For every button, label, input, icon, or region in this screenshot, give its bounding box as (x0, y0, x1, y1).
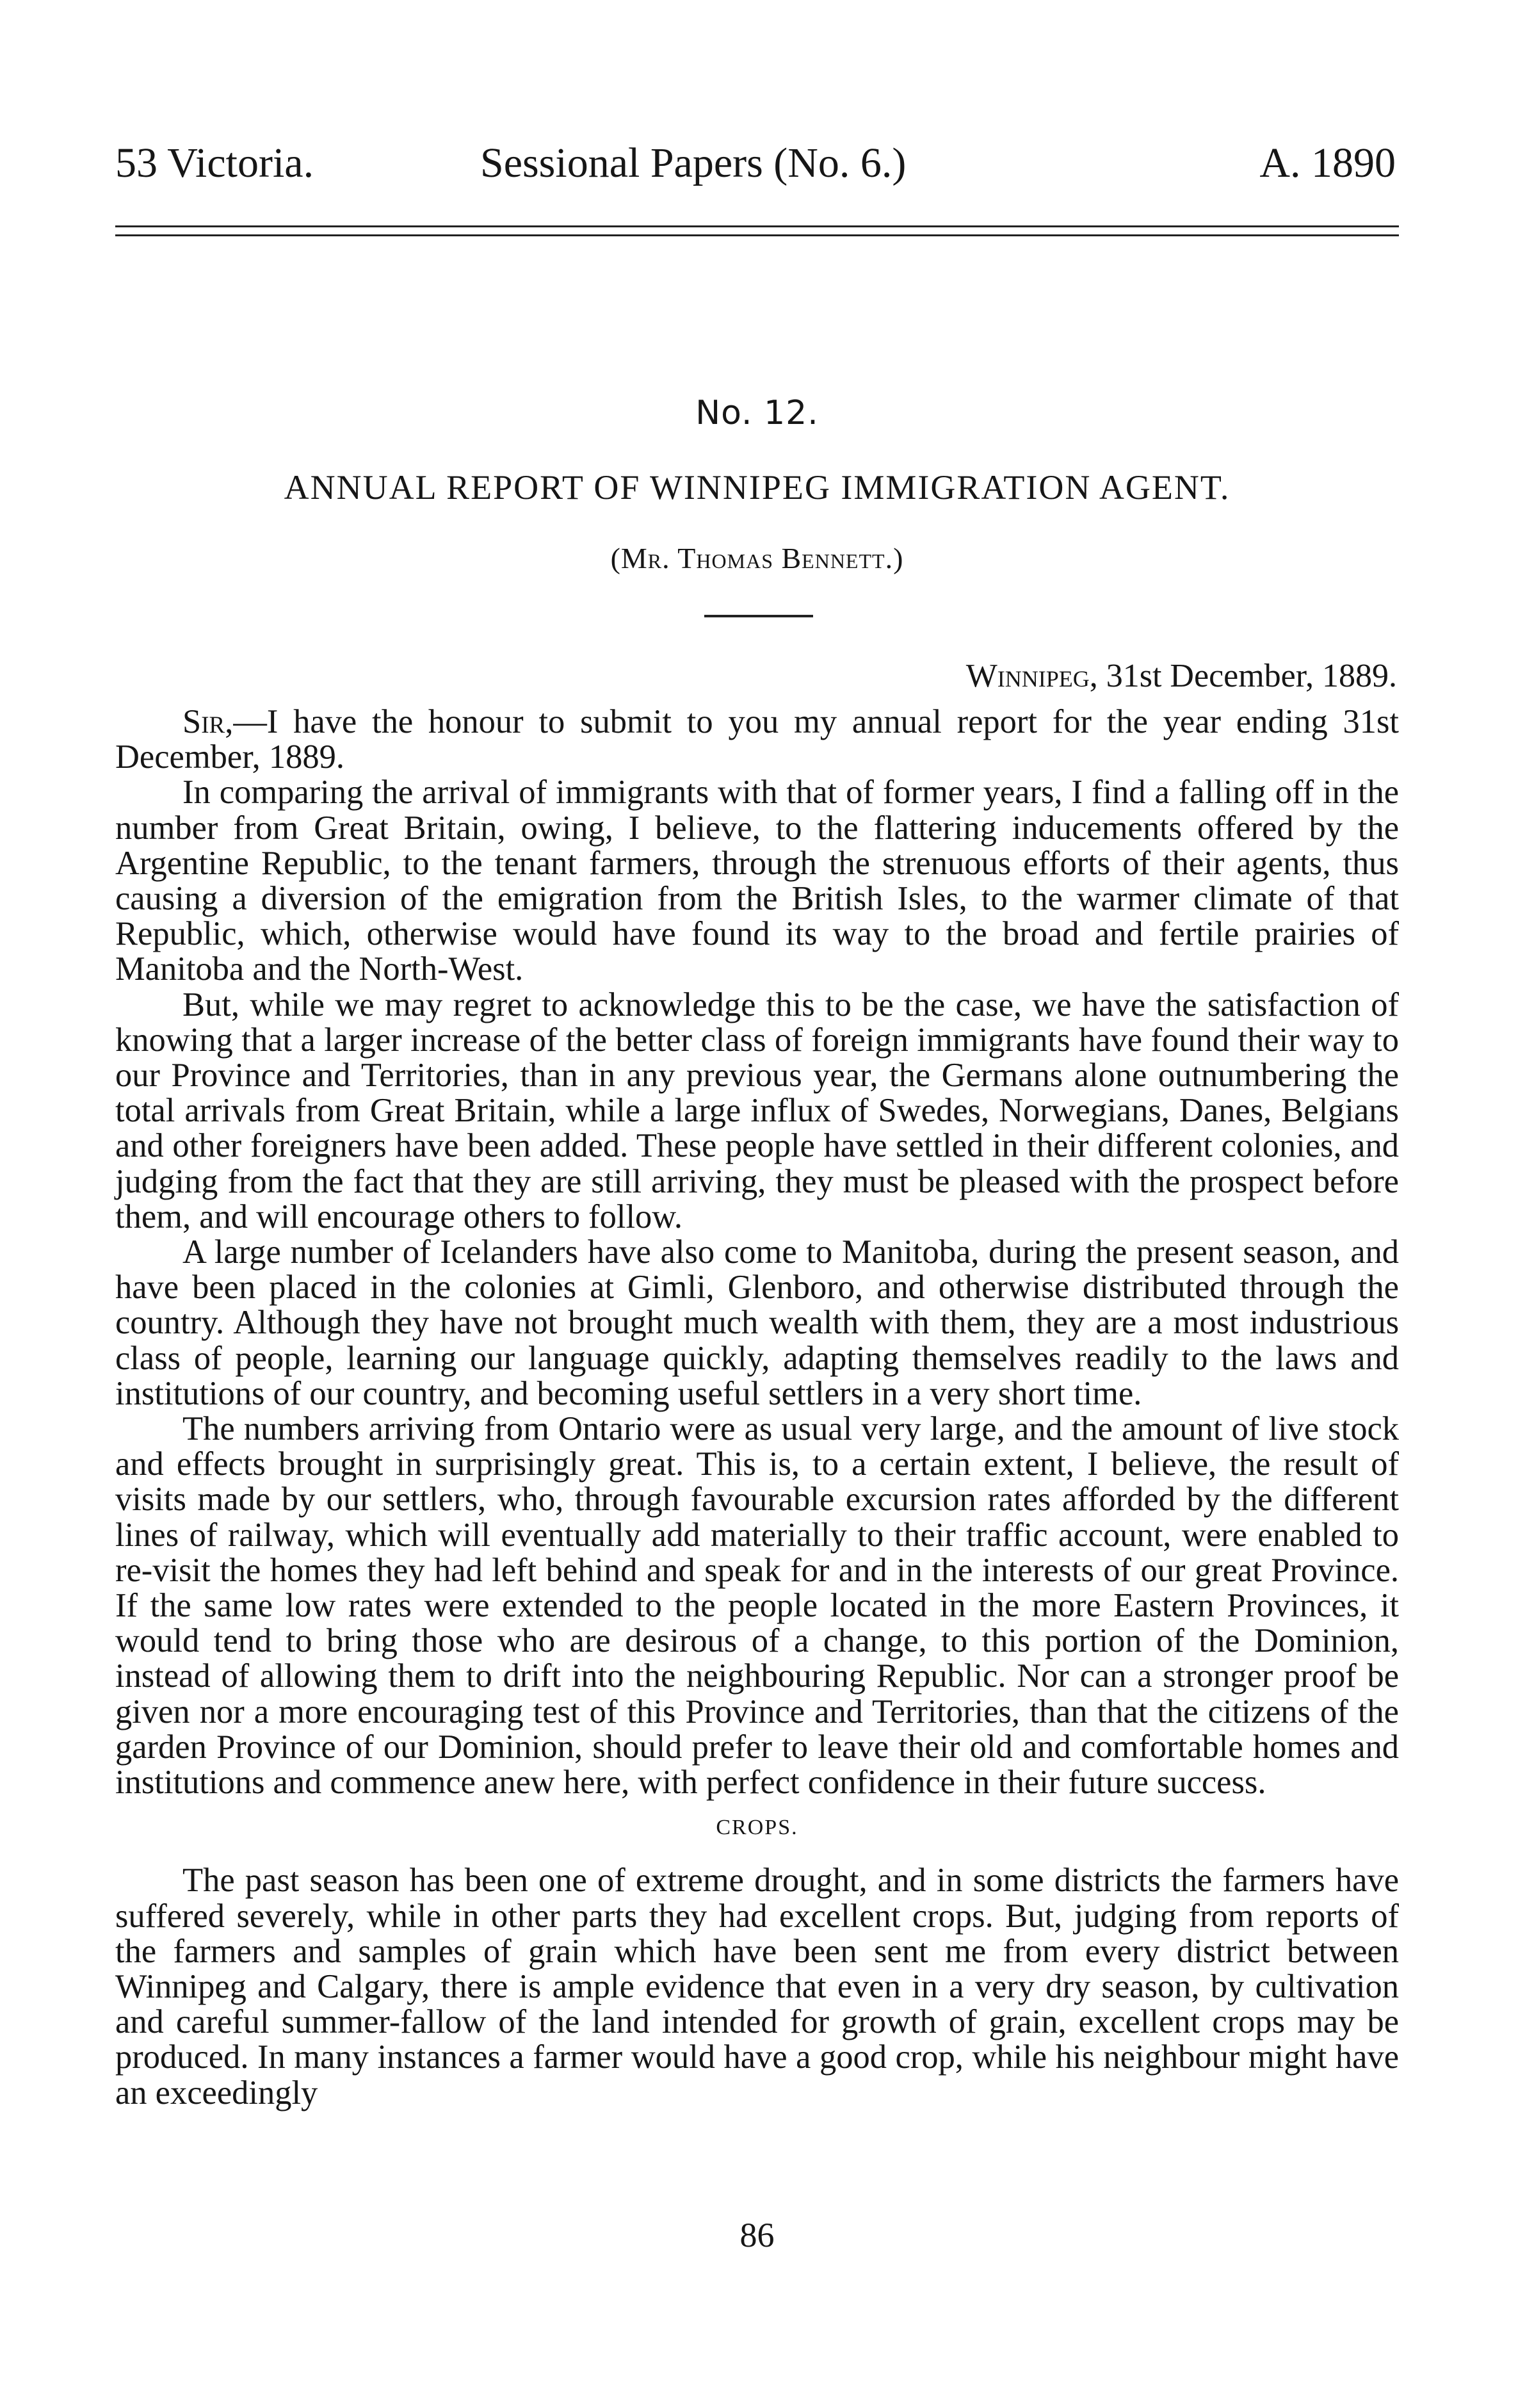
dateline (966, 653, 1397, 699)
header-rule-bottom (115, 234, 1399, 236)
paragraph-foreign-immigrants: But, while we may regret to acknowledge this to be the case, we have the satisfaction of knowing that a larger increase of the better class of foreign immigrants have found their way to our Province and Territories, than in any previous year, the Germans alone outnumbering the total arrivals from Great Britain, while a large influx of Swedes, Norwegians, Danes, Belgians and other foreigners have been added. These people have settled in their different colonies, and judging from the fact that they are still arriving, they must be pleased with the prospect before them, and will encourage others to follow. (115, 986, 1399, 1235)
salutation-text: —I have the honour to submit to you my annual report for the year ending 31st December, 1889. (115, 703, 1399, 776)
dateline-place: Winnipeg, (965, 658, 1098, 694)
report-body (115, 704, 1399, 2111)
paragraph-salutation (115, 704, 1399, 775)
running-header (115, 134, 1396, 192)
paragraph-crops: The past season has been one of extreme drought, and in some districts the farmers have suffered severely, while in other parts they had excellent crops. But, judging from reports of the farmers and samples of grain which have been sent me from every district between Winnipeg and Calgary, there is ample evidence that even in a very dry season, by cultivation and careful summer-fallow of the land intended for growth of grain, excellent crops may be produced. In many instances a farmer would have a good crop, while his neighbour might have an exceedingly (115, 1862, 1399, 2111)
section-heading-crops: CROPS. (716, 1816, 798, 1840)
header-year: A. 1890 (1259, 140, 1396, 186)
salutation: Sir, (182, 703, 234, 740)
header-rule-top (115, 225, 1399, 227)
paragraph-immigration-comparison: In comparing the arrival of immigrants with that of former years, I find a falling off in the number from Great Britain, owing, I believe, to the flattering inducements offered by the Argentine Republic, to the tenant farmers, through the strenuous efforts of their agents, thus causing a diversion of the emigration from the British Isles, to the warmer climate of that Republic, which, otherwise would have found its way to the broad and fertile prairies of Manitoba and the North-West. (115, 774, 1399, 988)
paragraph-icelanders: A large number of Icelanders have also come to Manitoba, during the present season, and have been placed in the colonies at Gimli, Glenboro, and otherwise distributed through the country. Although they have not brought much wealth with them, they are a most industrious class of people, learning our language quickly, adapting themselves readily to the laws and institutions of our country, and becoming useful settlers in a very short time. (115, 1233, 1399, 1412)
dateline-date: 31st December, 1889. (1106, 658, 1397, 694)
title-divider (704, 615, 813, 617)
report-title: ANNUAL REPORT OF WINNIPEG IMMIGRATION AGENT. (284, 468, 1231, 507)
header-session: 53 Victoria. (115, 140, 314, 186)
report-author: (Mr. Thomas Bennett.) (610, 542, 904, 574)
document-number: No. 12. (695, 394, 819, 432)
page-number: 86 (739, 2216, 775, 2254)
paragraph-ontario-arrivals: The numbers arriving from Ontario were as usual very large, and the amount of live stock and effects brought in surprisingly great. This is, to a certain extent, I believe, the result of visits made by our settlers, who, through favourable excursion rates afforded by the different lines of railway, which will eventually add materially to their traffic account, were enabled to re-visit the homes they had left behind and speak for and in the interests of our great Province. If the same low rates were extended to the people located in the more Eastern Provinces, it would tend to bring those who are desirous of a change, to this portion of the Dominion, instead of allowing them to drift into the neighbouring Republic. Nor can a stronger proof be given nor a more encouraging test of this Province and Territories, than that the citizens of the garden Province of our Dominion, should prefer to leave their old and comfortable homes and institutions and commence anew here, with perfect confidence in their future success. (115, 1410, 1399, 1802)
header-sessional-papers: Sessional Papers (No. 6.) (480, 140, 907, 186)
